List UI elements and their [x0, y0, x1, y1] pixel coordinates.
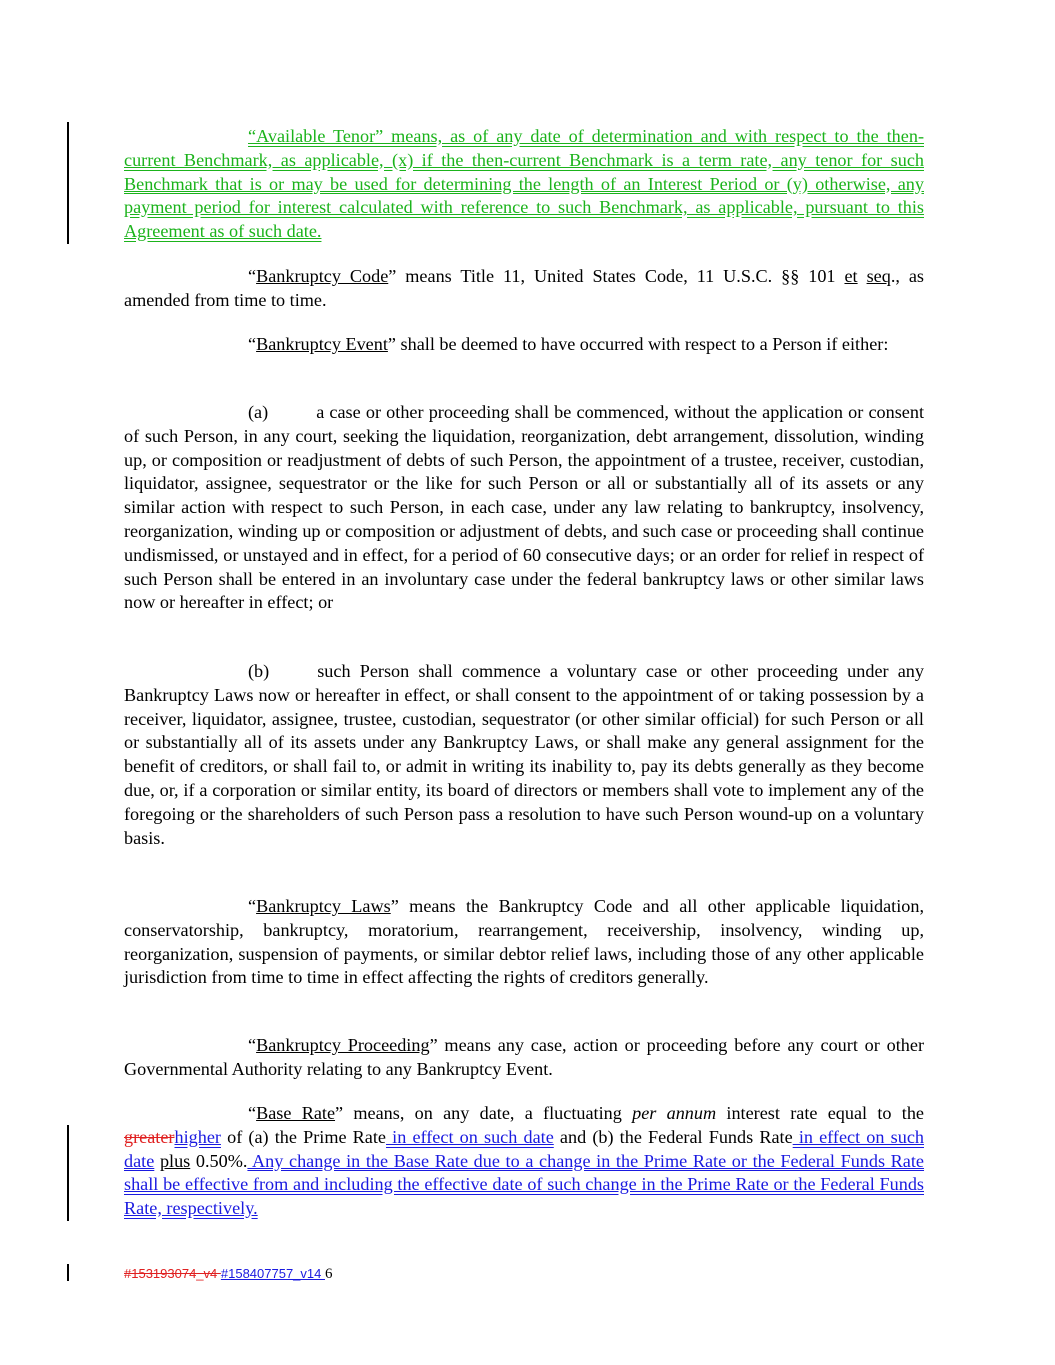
definition-bankruptcy-proceeding: “Bankruptcy Proceeding” means any case, action or proceeding before any court or other Governmental Authority relating to any Bankruptcy Event.	[124, 1035, 925, 1079]
definition-bankruptcy-laws: “Bankruptcy Laws” means the Bankruptcy Code and all other applicable liquidation, conservatorship, bankruptcy, moratorium, rearrangement, receivership, insolvency, winding up, reorganization, suspension of payments, or similar debtor relief laws, including those of any other applicable jurisdiction from time to time in effect affecting the rights of creditors generally.	[124, 896, 925, 988]
change-bar	[67, 1264, 69, 1281]
definition-base-rate: “Base Rate” means, on any date, a fluctuating per annum interest rate equal to the greaterhigher of (a) the Prime Rate in effect on such date and (b) the Federal Funds Rate in effect on such date plus 0.50%. Any change in the Base Rate due to a change in the Prime Rate or the Federal Funds Rate shall be effective from and including the effective date of such change in the Prime Rate or the Federal Funds Rate, respectively.	[124, 1103, 925, 1219]
deleted-text: greater	[124, 1126, 175, 1147]
defined-term: Bankruptcy Laws	[256, 896, 391, 916]
defined-term: Bankruptcy Code	[256, 266, 389, 286]
inserted-text: Any change in the Base Rate due to a change in the Prime Rate or the Federal Funds Rate shall be effective from and including the effective date of such change in the Prime Rate or the Federal Funds Rate, respectively.	[124, 1150, 925, 1219]
page-number: 6	[324, 1266, 333, 1282]
definition-available-tenor: “Available Tenor” means, as of any date of determination and with respect to the then-current Benchmark, as applicable, (x) if the then-current Benchmark is a term rate, any tenor for such Benchmark that is or may be used for determining the length of an Interest Period or (y) otherwise, any payment period for interest calculated with reference to such Benchmark, as applicable, pursuant to this Agreement as of such date.	[124, 126, 924, 242]
page-footer	[124, 1266, 332, 1283]
defined-term: Base Rate	[256, 1103, 336, 1123]
inserted-text: higher	[174, 1126, 221, 1147]
defined-term: Bankruptcy Proceeding	[256, 1035, 430, 1055]
definition-bankruptcy-event: “Bankruptcy Event” shall be deemed to have occurred with respect to a Person if either:	[248, 334, 889, 354]
inserted-text: in effect on such date	[124, 1126, 924, 1171]
clause-label: (a)	[248, 402, 269, 422]
clause-label: (b)	[248, 661, 270, 681]
defined-term: Bankruptcy Event	[256, 334, 388, 354]
inserted-doc-id: #158407757_v14	[220, 1266, 325, 1281]
definition-bankruptcy-code: “Bankruptcy Code” means Title 11, United States Code, 11 U.S.C. §§ 101 et seq., as amended from time to time.	[124, 266, 924, 310]
deleted-doc-id: #153193074_v4	[124, 1266, 221, 1281]
change-bar	[67, 1125, 69, 1221]
clause-a: (a) a case or other proceeding shall be commenced, without the application or consent of such Person, in any court, seeking the liquidation, reorganization, debt arrangement, dissolution, winding up, or composition or readjustment of debts of such Person, the appointment of a trustee, receiver, custodian, liquidator, assignee, sequestrator or the like for such Person or all or substantially all of its assets or any similar action with respect to such Person, in each case, under any law relating to bankruptcy, insolvency, reorganization, winding up or composition or adjustment of debts, and such case or proceeding shall continue undismissed, or unstayed and in effect, for a period of 60 consecutive days; or an order for relief in respect of such Person shall be entered in an involuntary case under the federal bankruptcy laws or other similar laws now or hereafter in effect; or	[124, 402, 924, 613]
inserted-text: in effect on such date	[386, 1126, 554, 1147]
change-bar	[67, 122, 69, 244]
clause-b: (b) such Person shall commence a voluntary case or other proceeding under any Bankruptcy Laws now or hereafter in effect, or shall consent to the appointment of or taking possession by a receiver, liquidator, assignee, trustee, custodian, sequestrator (or other similar official) for such Person or all or substantially all of its assets under any Bankruptcy Laws, or shall make any general assignment for the benefit of creditors, or shall fail to, or admit in writing its inability to, pay its debts generally as they become due, or, if a corporation or similar entity, its board of directors or members shall vote to implement any of the foregoing or the shareholders of such Person pass a resolution to have such Person wound-up on a voluntary basis.	[124, 661, 924, 848]
